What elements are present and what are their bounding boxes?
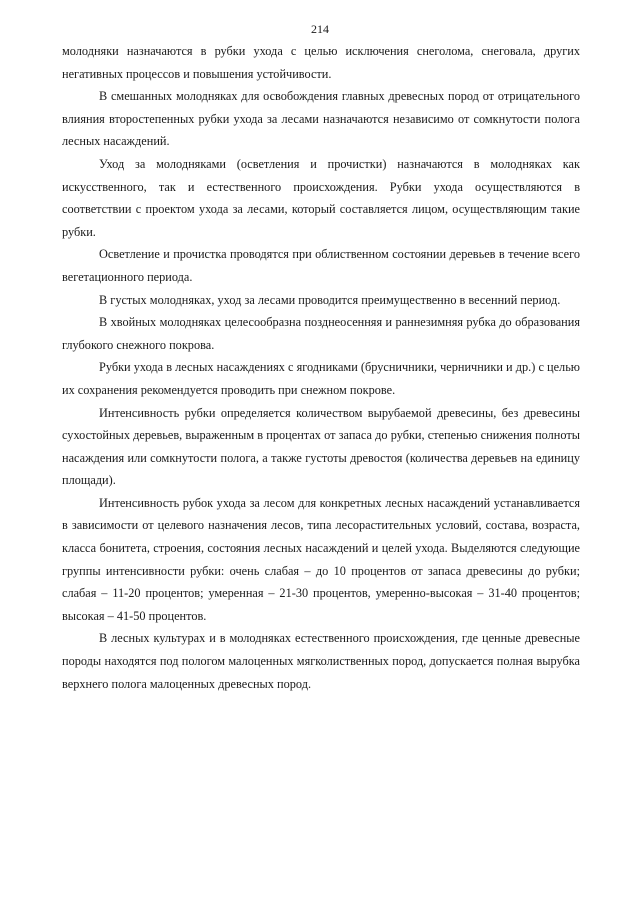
paragraph-4: Осветление и прочистка проводятся при облиственном состоянии деревьев в течение всего вегетационного периода. bbox=[62, 247, 580, 284]
paragraph-3: Уход за молодняками (осветления и прочистки) назначаются в молодняках как искусственного, так и естественного происхождения. Рубки ухода осуществляются в соответствии с проектом ухода за лесами, который составляется лицом, осуществляющим такие рубки. bbox=[62, 156, 580, 239]
paragraph-10: В лесных культурах и в молодняках естественного происхождения, где ценные древесные породы находятся под пологом малоценных мягколиственных пород, допускается полная вырубка верхнего полога малоценных древесных пород. bbox=[62, 631, 580, 691]
paragraph-2: В смешанных молодняках для освобождения главных древесных пород от отрицательного влияния второстепенных рубки ухода за лесами назначаются независимо от сомкнутости полога лесных насаждений. bbox=[62, 89, 580, 149]
paragraph-7: Рубки ухода в лесных насаждениях с ягодниками (брусничники, черничники и др.) с целью их сохранения рекомендуется проводить при снежном покрове. bbox=[62, 360, 580, 397]
paragraph-1: молодняки назначаются в рубки ухода с целью исключения снеголома, снеговала, других негативных процессов и повышения устойчивости. bbox=[62, 44, 580, 81]
paragraph-5: В густых молодняках, уход за лесами проводится преимущественно в весенний период. bbox=[99, 292, 561, 307]
paragraph-9: Интенсивность рубок ухода за лесом для конкретных лесных насаждений устанавливается в зависимости от целевого назначения лесов, типа лесорастительных условий, состава, возраста, класса бонитета, строения, состояния лесных насаждений и целей ухода. Выделяются следующие группы интенсивности рубки: очень слабая – до 10 процентов от запаса древесины до рубки; слабая – 11-20 процентов; умеренная – 21-30 процентов, умеренно-высокая – 31-40 процентов; высокая – 41-50 процентов. bbox=[62, 495, 580, 623]
page-number: 214 bbox=[311, 22, 329, 36]
paragraph-8: Интенсивность рубки определяется количеством вырубаемой древесины, без древесины сухостойных деревьев, выраженным в процентах от запаса до рубки, степенью снижения полноты насаждения или сомкнутости полога, а также густоты древостоя (количества деревьев на единицу площади). bbox=[62, 405, 580, 488]
body-text bbox=[62, 40, 580, 695]
paragraph-6: В хвойных молодняках целесообразна позднеосенняя и раннезимняя рубка до образования глубокого снежного покрова. bbox=[62, 315, 580, 352]
